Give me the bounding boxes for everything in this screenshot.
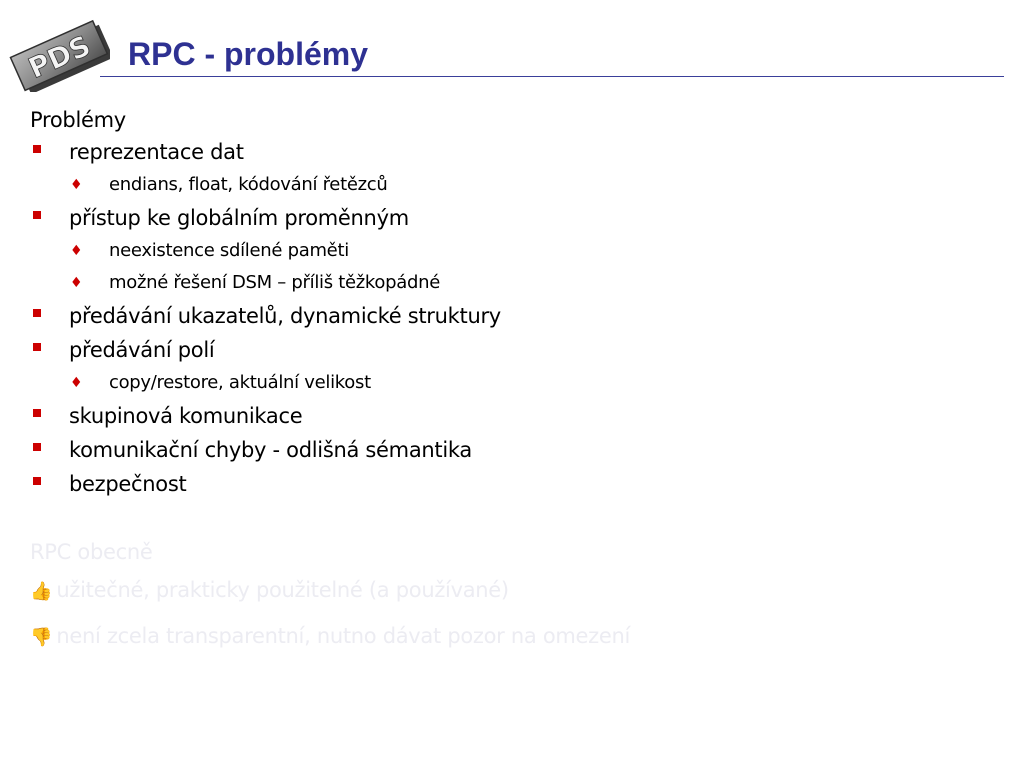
- list-item-text: předávání ukazatelů, dynamické struktury: [69, 304, 501, 328]
- sub-list-item-text: možné řešení DSM – příliš těžkopádné: [109, 272, 440, 293]
- thumbs-down-icon: 👎: [30, 627, 53, 648]
- sub-list-item: [30, 267, 1010, 299]
- slide-content: [30, 105, 1010, 501]
- diamond-bullet-icon: ♦: [70, 177, 83, 193]
- faded-item-text: není zcela transparentní, nutno dávat pozor na omezení: [56, 624, 631, 648]
- sub-list-item: [30, 169, 1010, 201]
- diamond-bullet-icon: ♦: [70, 243, 83, 259]
- list-item: [30, 299, 1010, 333]
- faded-item: [30, 614, 1010, 660]
- faded-section: [30, 536, 1010, 660]
- page-title: RPC - problémy: [128, 36, 369, 72]
- list-item: [30, 333, 1010, 367]
- sub-list-item-text: copy/restore, aktuální velikost: [109, 372, 371, 393]
- list-item-text: skupinová komunikace: [69, 404, 303, 428]
- sub-list-item-text: neexistence sdílené paměti: [109, 240, 349, 261]
- faded-item-text: užitečné, prakticky použitelné (a používané): [56, 578, 509, 602]
- list-item: [30, 399, 1010, 433]
- square-bullet-icon: [33, 477, 41, 485]
- list-item-text: přístup ke globálním proměnným: [69, 206, 409, 230]
- faded-item: [30, 568, 1010, 614]
- square-bullet-icon: [33, 211, 41, 219]
- square-bullet-icon: [33, 309, 41, 317]
- list-item-text: reprezentace dat: [69, 140, 244, 164]
- list-item: [30, 135, 1010, 169]
- list-item-text: předávání polí: [69, 338, 215, 362]
- section-heading: Problémy: [30, 108, 126, 132]
- title-divider: [100, 76, 1004, 77]
- logo-text: PDS: [23, 28, 96, 86]
- square-bullet-icon: [33, 409, 41, 417]
- list-item: [30, 201, 1010, 235]
- square-bullet-icon: [33, 145, 41, 153]
- list-item-text: komunikační chyby - odlišná sémantika: [69, 438, 472, 462]
- diamond-bullet-icon: ♦: [70, 275, 83, 291]
- sub-list-item-text: endians, float, kódování řetězců: [109, 174, 388, 195]
- square-bullet-icon: [33, 343, 41, 351]
- list-item: [30, 467, 1010, 501]
- pds-logo: [6, 12, 110, 92]
- list-item: [30, 433, 1010, 467]
- square-bullet-icon: [33, 443, 41, 451]
- sub-list-item: [30, 367, 1010, 399]
- thumbs-up-icon: 👍: [30, 581, 53, 602]
- sub-list-item: [30, 235, 1010, 267]
- faded-heading: RPC obecně: [30, 540, 153, 564]
- list-item-text: bezpečnost: [69, 472, 187, 496]
- diamond-bullet-icon: ♦: [70, 375, 83, 391]
